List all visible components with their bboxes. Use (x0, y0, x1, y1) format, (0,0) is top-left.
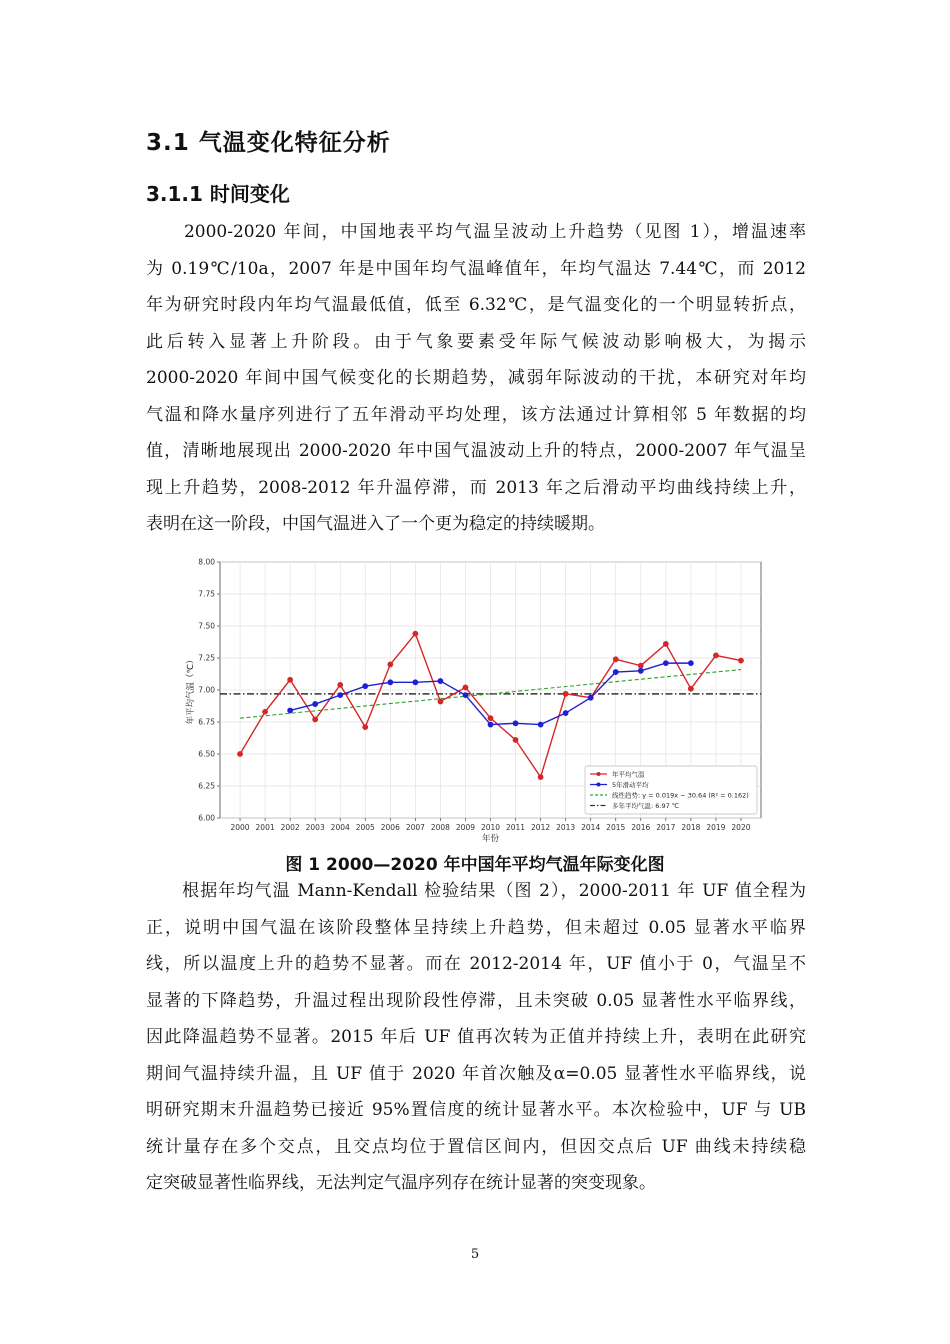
data-point (513, 721, 518, 726)
temperature-chart (180, 552, 770, 844)
data-point (563, 711, 568, 716)
data-point (739, 658, 744, 663)
data-point (338, 682, 343, 687)
paragraph-line: 明研究期末升温趋势已接近 95%置信度的统计显著水平。本次检验中，UF 与 UB (146, 1100, 806, 1120)
x-tick-label: 2017 (656, 823, 676, 832)
page-number: 5 (470, 1247, 480, 1262)
paragraph-line: 2000-2020 年间中国气候变化的长期趋势，减弱年际波动的干扰，本研究对年均 (146, 368, 806, 388)
data-point (688, 661, 693, 666)
data-point (613, 657, 618, 662)
x-tick-label: 2008 (430, 823, 450, 832)
y-tick-label: 8.00 (198, 557, 215, 567)
paragraph-line: 线，所以温度上升的趋势不显著。而在 2012-2014 年，UF 值小于 0，气温呈不 (146, 954, 806, 974)
data-point (313, 717, 318, 722)
paragraph-line: 显著的下降趋势，升温过程出现阶段性停滞，且未突破 0.05 显著性水平临界线， (146, 990, 806, 1011)
x-tick-label: 2013 (556, 823, 576, 832)
data-point (288, 677, 293, 682)
x-tick-label: 2011 (505, 823, 526, 832)
data-point (338, 693, 343, 698)
data-point (538, 722, 543, 727)
paragraph-line: 此后转入显著上升阶段。由于气象要素受年际气候波动影响极大，为揭示 (146, 331, 806, 352)
data-point (538, 775, 543, 780)
x-tick-label: 2019 (706, 823, 726, 832)
x-tick-label: 2004 (330, 823, 350, 832)
paragraph-line: 值，清晰地展现出 2000-2020 年中国气温波动上升的特点，2000-2007 年气温呈 (146, 441, 806, 461)
paragraph-line: 表明在这一阶段，中国气温进入了一个更为稳定的持续暖期。 (146, 514, 605, 534)
paragraph-line: 根据年均气温 Mann-Kendall 检验结果（图 2），2000-2011 年 UF 值全程为 (146, 881, 806, 901)
x-tick-label: 2014 (581, 823, 601, 832)
paragraph-line: 期间气温持续升温，且 UF 值于 2020 年首次触及α=0.05 显著性水平临界线，说 (146, 1063, 806, 1084)
paragraph-line: 因此降温趋势不显著。2015 年后 UF 值再次转为正值并持续上升，表明在此研究 (146, 1027, 806, 1047)
y-tick-label: 6.50 (198, 749, 215, 759)
paragraph-line: 年为研究时段内年均气温最低值，低至 6.32℃，是气温变化的一个明显转折点， (146, 295, 806, 315)
data-point (413, 680, 418, 685)
data-point (363, 684, 368, 689)
data-point (463, 693, 468, 698)
y-tick-label: 6.00 (198, 813, 215, 823)
data-point (438, 679, 443, 684)
data-point (714, 653, 719, 658)
paragraph-line: 为 0.19℃/10a，2007 年是中国年均气温峰值年，年均气温达 7.44℃，而 2012 (146, 258, 806, 279)
data-point (388, 680, 393, 685)
data-point (488, 716, 493, 721)
subsection-title: 3.1.1 时间变化 (146, 182, 290, 206)
x-tick-label: 2005 (355, 823, 375, 832)
legend-marker (597, 772, 601, 776)
x-tick-label: 2003 (305, 823, 325, 832)
data-point (238, 752, 243, 757)
paragraph-line: 正，说明中国气温在该阶段整体呈持续上升趋势，但未超过 0.05 显著水平临界 (146, 917, 806, 938)
data-point (663, 642, 668, 647)
data-point (638, 663, 643, 668)
y-axis-label: 年平均气温（℃） (186, 655, 196, 725)
paragraph-2 (146, 873, 806, 1202)
paragraph-line: 定突破显著性临界线，无法判定气温序列存在统计显著的突变现象。 (146, 1173, 656, 1193)
y-tick-label: 7.00 (198, 685, 215, 695)
x-tick-label: 2016 (631, 823, 651, 832)
legend-label: 5年滑动平均 (612, 781, 649, 789)
data-point (438, 699, 443, 704)
x-tick-label: 2002 (280, 823, 300, 832)
y-tick-label: 6.75 (198, 717, 215, 727)
data-point (638, 668, 643, 673)
data-point (388, 662, 393, 667)
paragraph-line: 统计量存在多个交点，且交点均位于置信区间内，但因交点后 UF 曲线未持续稳 (146, 1136, 806, 1157)
data-point (613, 670, 618, 675)
x-tick-label: 2009 (455, 823, 476, 832)
x-tick-label: 2012 (531, 823, 551, 832)
data-point (488, 722, 493, 727)
paragraph-1 (146, 214, 806, 543)
legend-label: 线性趋势: y = 0.019x − 30.64 (R² = 0.162) (612, 791, 749, 800)
x-tick-label: 2018 (681, 823, 701, 832)
section-title: 3.1 气温变化特征分析 (146, 130, 391, 156)
y-tick-label: 7.25 (198, 653, 215, 663)
x-tick-label: 2001 (255, 823, 275, 832)
y-tick-label: 7.75 (198, 589, 215, 599)
data-point (513, 738, 518, 743)
x-tick-label: 2000 (230, 823, 250, 832)
data-point (463, 685, 468, 690)
data-point (313, 702, 318, 707)
data-point (588, 695, 593, 700)
figure-caption: 图 1 2000—2020 年中国年平均气温年际变化图 (285, 855, 665, 875)
x-axis-label: 年份 (481, 834, 500, 844)
x-tick-label: 2006 (380, 823, 400, 832)
x-tick-label: 2010 (480, 823, 501, 832)
data-point (413, 631, 418, 636)
data-point (263, 709, 268, 714)
data-point (563, 691, 568, 696)
x-tick-label: 2020 (731, 823, 751, 832)
x-tick-label: 2007 (405, 823, 425, 832)
data-point (688, 686, 693, 691)
x-tick-label: 2015 (606, 823, 626, 832)
paragraph-line: 现上升趋势，2008-2012 年升温停滞，而 2013 年之后滑动平均曲线持续上升， (146, 477, 806, 498)
data-point (663, 661, 668, 666)
paragraph-line: 气温和降水量序列进行了五年滑动平均处理，该方法通过计算相邻 5 年数据的均 (146, 404, 806, 425)
legend-label: 年平均气温 (612, 770, 645, 779)
legend-marker (597, 783, 601, 787)
data-point (288, 708, 293, 713)
paragraph-line: 2000-2020 年间，中国地表平均气温呈波动上升趋势（见图 1），增温速率 (146, 222, 806, 242)
y-tick-label: 6.25 (198, 781, 215, 791)
y-tick-label: 7.50 (198, 621, 215, 631)
legend-label: 多年平均气温: 6.97 ℃ (612, 802, 680, 810)
data-point (363, 725, 368, 730)
